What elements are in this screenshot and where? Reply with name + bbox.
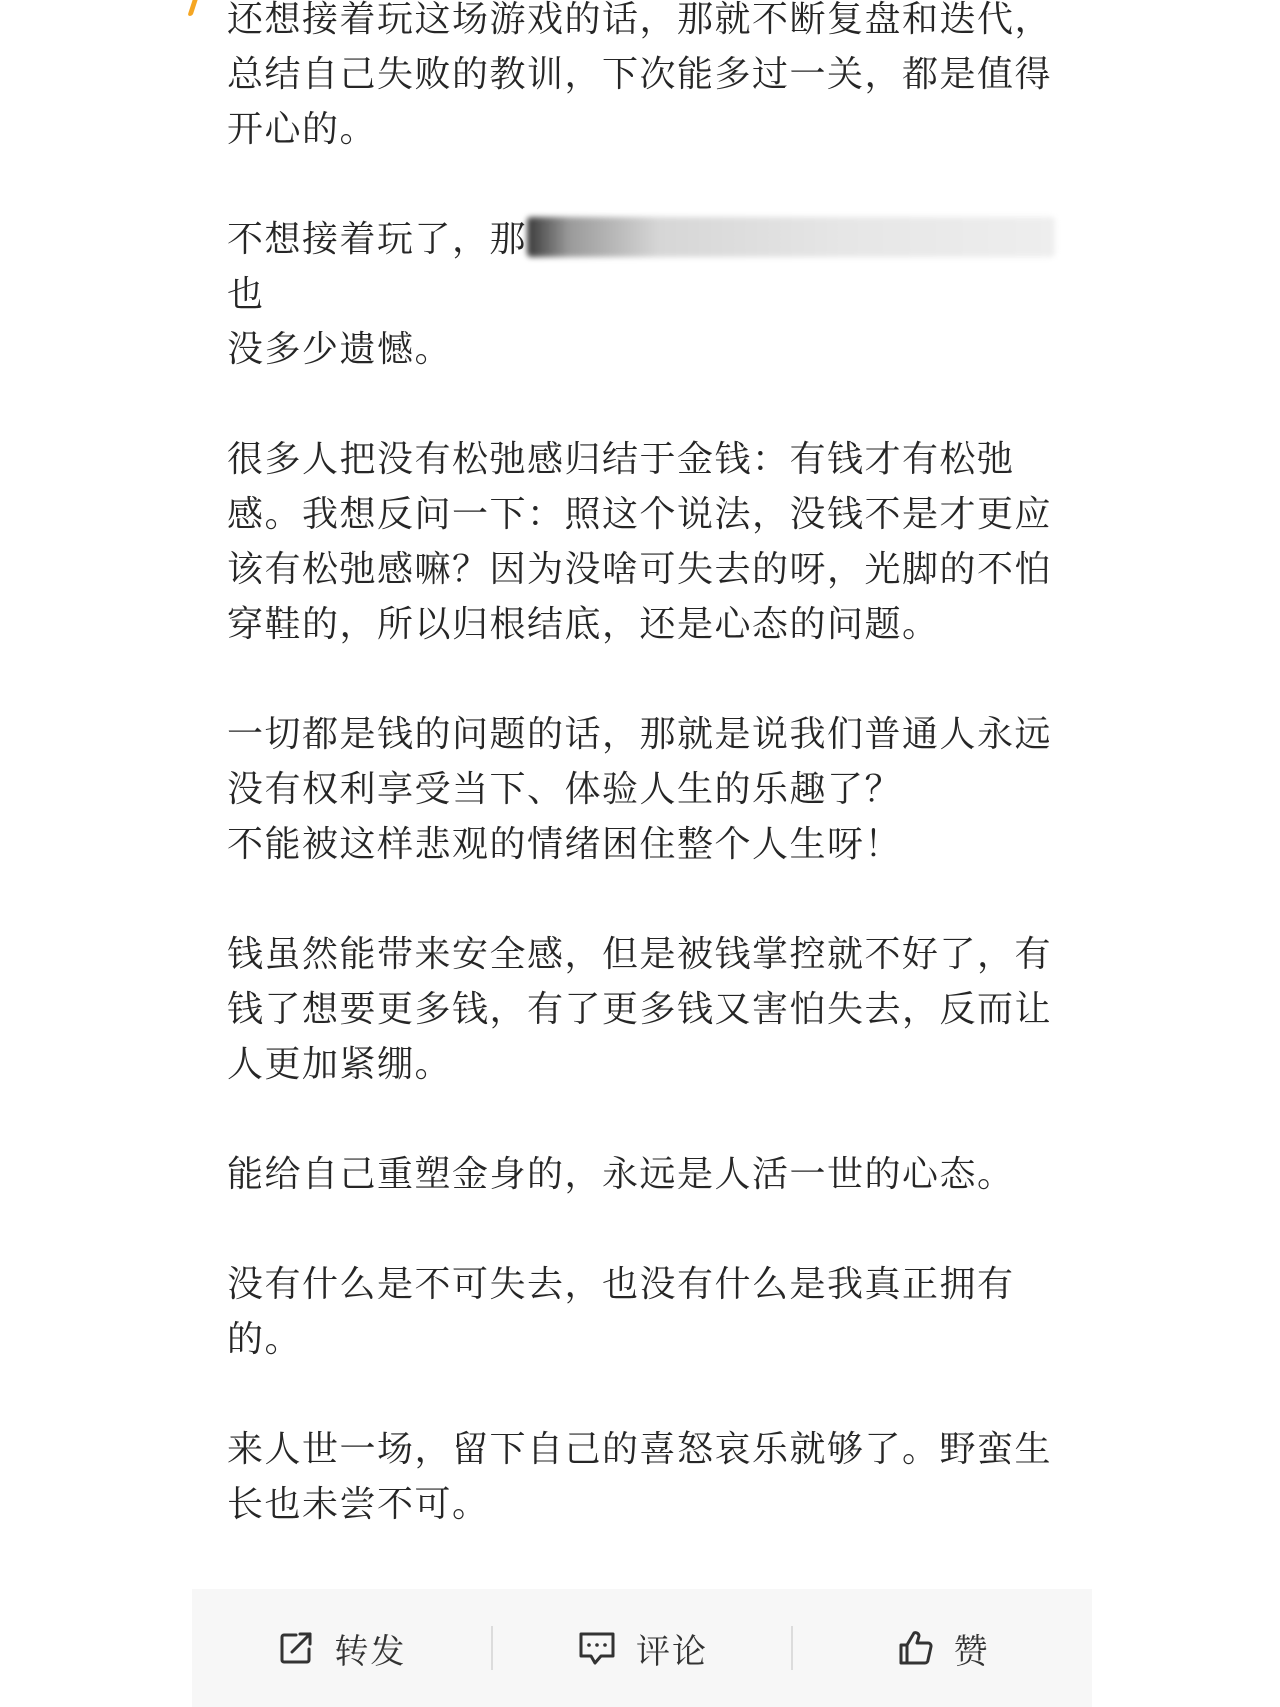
like-button[interactable] — [793, 1589, 1092, 1707]
comment-icon — [576, 1628, 618, 1668]
paragraph: 来人世一场，留下自己的喜怒哀乐就够了。野蛮生 长也未尝不可。 — [227, 1429, 1053, 1525]
post-content — [227, 0, 1087, 1697]
blurred-redaction — [527, 217, 1055, 257]
paragraph: 没有什么是不可失去，也没有什么是我真正拥有 的。 — [227, 1264, 1015, 1360]
thumbs-up-icon — [896, 1628, 936, 1668]
action-bar — [192, 1589, 1092, 1707]
paragraph-with-redaction — [227, 212, 1087, 377]
paragraph: 钱虽然能带来安全感，但是被钱掌控就不好了，有 钱了想要更多钱，有了更多钱又害怕失去，反而让 人更加紧绷。 — [227, 934, 1053, 1085]
comment-label: 评论 — [636, 1631, 708, 1672]
share-button[interactable] — [192, 1589, 491, 1707]
paragraph: 一切都是钱的问题的话，那就是说我们普通人永远 没有权利享受当下、体验人生的乐趣了？ 不能被这样悲观的情绪困住整个人生呀！ — [227, 714, 1053, 865]
paragraph: 很多人把没有松弛感归结于金钱：有钱才有松弛 感。我想反问一下：照这个说法，没钱不是才更应 该有松弛感嘛？因为没啥可失去的呀，光脚的不怕 穿鞋的，所以归根结底，还是心态的问题。 — [227, 439, 1053, 645]
like-label: 赞 — [953, 1631, 990, 1672]
comment-button[interactable] — [493, 1589, 792, 1707]
paragraph-text-after: 也 没多少遗憾。 — [227, 274, 453, 370]
paragraph: 能给自己重塑金身的，永远是人活一世的心态。 — [227, 1154, 1015, 1195]
paragraph-text-before: 不想接着玩了，那 — [227, 219, 528, 260]
share-label: 转发 — [334, 1631, 407, 1672]
paragraph: 还想接着玩这场游戏的话，那就不断复盘和迭代， 总结自己失败的教训，下次能多过一关，都是值得 开心的。 — [227, 0, 1053, 150]
share-icon — [276, 1628, 316, 1668]
